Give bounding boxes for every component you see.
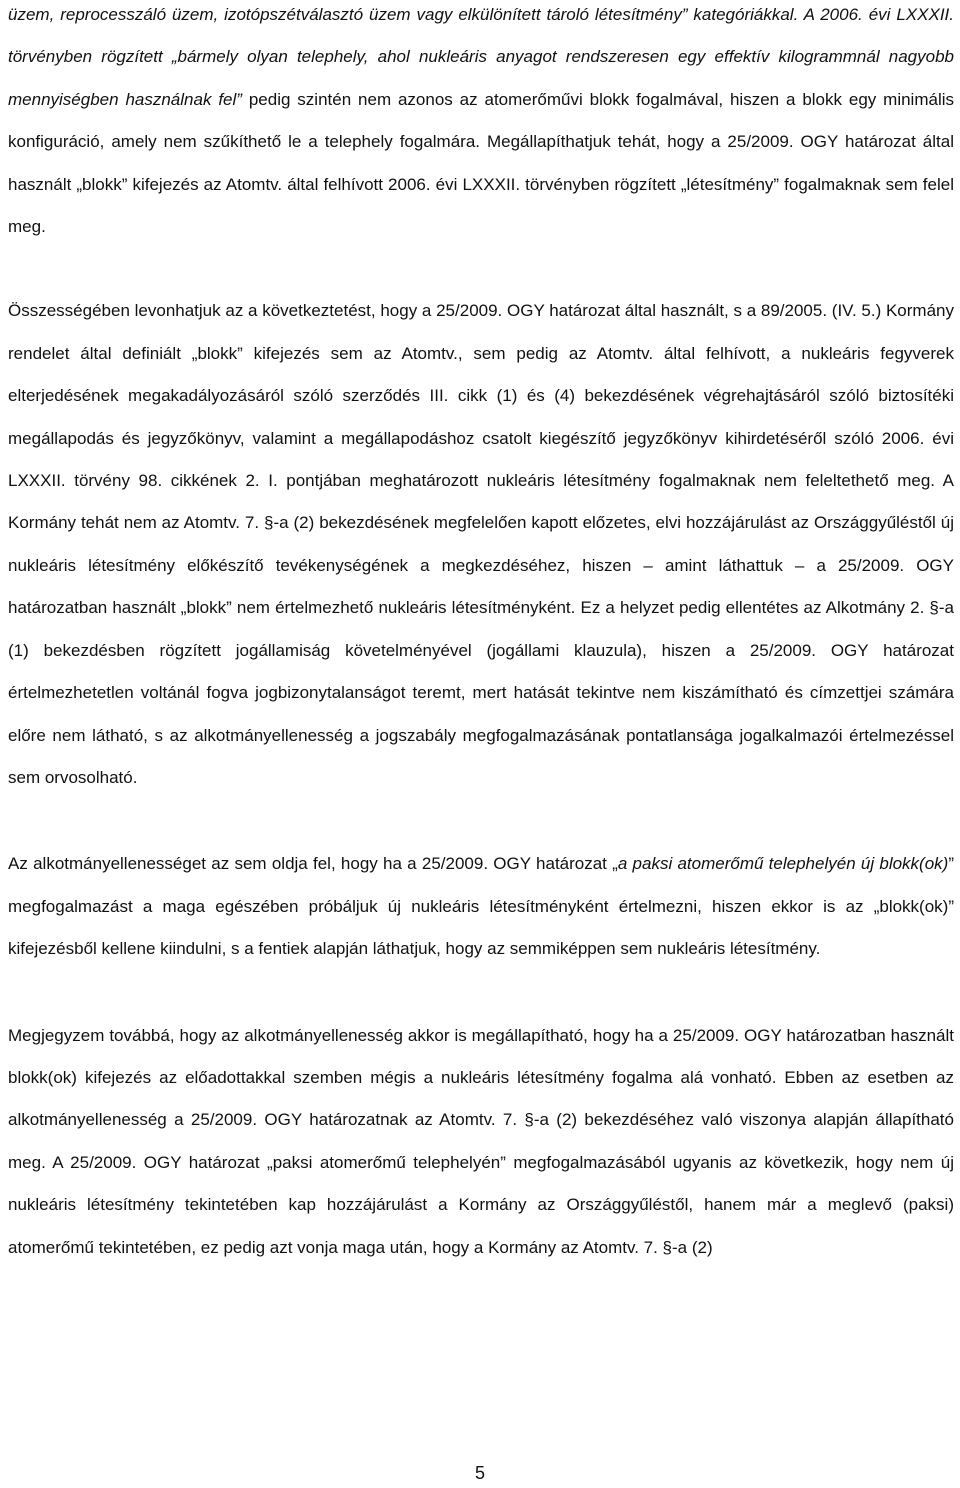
paragraph-3-italic-segment: a paksi atomerőmű telephelyén új blokk(ok): [617, 854, 949, 874]
paragraph-4: [8, 1015, 954, 1269]
paragraph-1-text-segment: pedig szintén nem azonos az atomerőművi blokk fogalmával, hiszen a blokk egy minimális konfiguráció, amely nem szűkíthető le a telephely fogalmára. Megállapíthatjuk tehát, hogy a 25/2009. OGY határozat által használt „blokk” kifejezés az Atomtv. által felhívott 2006. évi LXXXII. törvényben rögzített „létesítmény” fogalmaknak sem felel meg.: [8, 89, 954, 237]
paragraph-spacer: [8, 248, 954, 290]
document-page: [8, 0, 954, 1269]
paragraph-4-text-segment: Megjegyzem továbbá, hogy az alkotmányellenesség akkor is megállapítható, hogy ha a 25/2009. OGY határozatban használt blokk(ok) kifejezés az előadottakkal szemben mégis a nukleáris létesítmény fogalma alá vonható. Ebben az esetben az alkotmányellenesség a 25/2009. OGY határozatnak az Atomtv. 7. §-a (2) bekezdéséhez való viszonya alapján állapítható meg. A 25/2009. OGY határozat „paksi atomerőmű telephelyén” megfogalmazásából ugyanis az következik, hogy nem új nukleáris létesítmény tekintetében kap hozzájárulást a Kormány az Országgyűléstől, hanem már a meglevő (paksi) atomerőmű tekintetében, ez pedig azt vonja maga után, hogy a Kormány az Atomtv. 7. §-a (2): [8, 1025, 954, 1257]
paragraph-3-text-segment: ” megfogalmazást a maga egészében próbáljuk új nukleáris létesítményként értelmezni, hiszen ekkor is az „blokk(ok)” kifejezésből kellene kiindulni, s a fentiek alapján láthatjuk, hogy az semmiképpen sem nukleáris létesítmény.: [8, 854, 955, 959]
paragraph-2-text-segment: Összességében levonhatjuk az a következtetést, hogy a 25/2009. OGY határozat által használt, s a 89/2005. (IV. 5.) Kormány rendelet által definiált „blokk” kifejezés sem az Atomtv., sem pedig az Atomtv. által felhívott, a nukleáris fegyverek elterjedésének megakadályozásáról szóló szerződés III. cikk (1) és (4) bekezdésének végrehajtásáról szóló biztosítéki megállapodás és jegyzőkönyv, valamint a megállapodáshoz csatolt kiegészítő jegyzőkönyv kihirdetéséről szóló 2006. évi LXXXII. törvény 98. cikkének 2. I. pontjában meghatározott nukleáris létesítmény fogalmaknak nem feleltethető meg. A Kormány tehát nem az Atomtv. 7. §-a (2) bekezdésének megfelelően kapott előzetes, elvi hozzájárulást az Országgyűléstől új nukleáris létesítmény előkészítő tevékenységének a megkezdéséhez, hiszen – amint láthattuk – a 25/2009. OGY határozatban használt „blokk” nem értelmezhető nukleáris létesítményként. Ez a helyzet pedig ellentétes az Alkotmány 2. §-a (1) bekezdésben rögzített jogállamiság követelményével (jogállami klauzula), hiszen a 25/2009. OGY határozat értelmezhetetlen voltánál fogva jogbizonytalanságot teremt, mert hatását tekintve nem kiszámítható és címzettjei számára előre nem látható, s az alkotmányellenesség a jogszabály megfogalmazásának pontatlansága jogalkalmazói értelmezéssel sem orvosolható.: [8, 301, 954, 787]
paragraph-spacer: [8, 799, 954, 843]
paragraph-3: [8, 843, 954, 970]
paragraph-3-text-segment: Az alkotmányellenességet az sem oldja fel, hogy ha a 25/2009. OGY határozat „: [8, 854, 618, 874]
paragraph-spacer: [8, 971, 954, 1015]
page-number: 5: [474, 1463, 485, 1483]
paragraph-1-italic-segment: üzem, reprocesszáló üzem, izotópszétválasztó üzem vagy elkülönített tároló létesítmény” kategóriákkal. A 2006. évi LXXXII. törvényben rögzített „bármely olyan telephely, ahol nukleáris anyagot rendszeresen egy effektív kilogrammnál nagyobb mennyiségben használnak fel”: [8, 5, 954, 109]
paragraph-2: [8, 290, 954, 799]
paragraph-1: [8, 0, 954, 248]
